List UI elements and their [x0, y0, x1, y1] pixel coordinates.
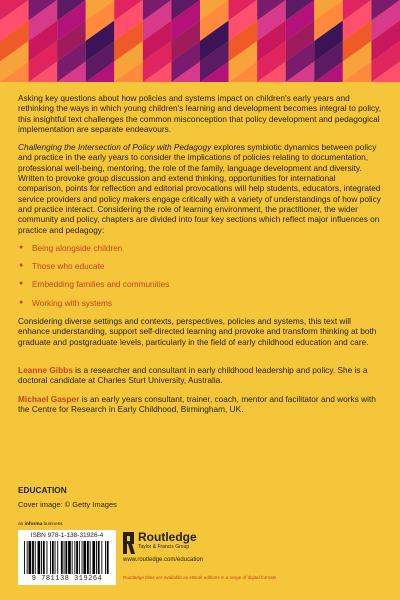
barcode-bar — [72, 541, 73, 574]
barcode-bar — [76, 541, 78, 574]
barcode — [18, 530, 116, 585]
publisher-name: Routledge — [138, 530, 197, 544]
author-bio — [18, 365, 382, 386]
barcode-bar — [57, 541, 58, 574]
cover-credit: Cover image: © Getty Images — [18, 500, 117, 509]
section-item: ● Those who educate — [32, 261, 382, 271]
publisher-url[interactable]: www.routledge.com/education — [123, 557, 204, 563]
barcode-digits: 9 781138 319264 — [31, 575, 103, 583]
section-list — [18, 243, 382, 308]
barcode-bar — [83, 541, 86, 574]
informa-brand: informa — [24, 522, 43, 527]
subject-category: EDUCATION — [18, 485, 67, 495]
barcode-bar — [107, 541, 109, 574]
barcode-bar — [87, 541, 89, 574]
barcode-bar — [74, 541, 75, 574]
barcode-bar — [79, 541, 80, 574]
barcode-bar — [68, 541, 71, 574]
barcode-bar — [41, 541, 42, 574]
closing-paragraph: Considering diverse settings and contexts, perspectives, policies and systems, this text will enhance understanding, support self-directed learning and provoke and transform thinking at both graduate and postgraduate levels, particularly in the field of early childhood education and care. — [18, 316, 377, 347]
barcode-bar — [92, 541, 95, 574]
barcode-bar — [105, 541, 106, 574]
cover-image-strip — [0, 0, 400, 82]
barcode-bar — [24, 541, 25, 574]
description-body: explores symbiotic dynamics between policy and practice in the early years to consider the implications of policies relating to documentation, professional well-being, mentoring, the role of the family, language development and diversity. Written to provoke group discussion and extend thinking, opportunities for international comparison, points for reflection and editorial provocations will help students, educators, integrated service providers and policy makers engage critically with a variety of understandings of how policy and practice interact. Considering the role of learning environment, the practitioner, the wider community and policy, chapters are divided into four key sections which reflect major influences on practice and pedagogy: — [18, 142, 381, 235]
book-title: Challenging the Intersection of Policy with Pedagogy — [18, 142, 212, 153]
barcode-bar — [98, 541, 100, 574]
author-description: is an early years consultant, trainer, coach, mentor and facilitator and works with the Centre for Research in Early Childhood, Birmingham, UK. — [18, 393, 376, 414]
barcode-bar — [43, 541, 45, 574]
barcode-bar — [101, 541, 102, 574]
routledge-logo-icon — [123, 532, 135, 554]
ebook-note: Routledge titles are available as eBook editions in a range of digital formats — [123, 575, 277, 580]
section-item: ● Working with systems — [32, 298, 382, 308]
barcode-bar — [52, 541, 54, 574]
description-paragraph — [18, 142, 382, 235]
informa-prefix: an — [18, 522, 25, 527]
barcode-bar — [64, 541, 65, 574]
publisher-group: Taylor & Francis Group — [138, 544, 190, 550]
informa-suffix: business — [42, 522, 63, 527]
author-name: Michael Gasper — [18, 393, 80, 404]
barcode-bar — [55, 541, 56, 574]
barcode-bar — [27, 541, 28, 574]
barcode-bar — [38, 541, 41, 574]
barcode-bar — [82, 541, 83, 574]
barcode-bar — [29, 541, 32, 574]
barcode-bar — [47, 541, 48, 574]
isbn-label: ISBN 978-1-138-31926-4 — [30, 532, 104, 539]
author-name: Leanne Gibbs — [18, 364, 73, 375]
informa-tagline — [18, 522, 63, 527]
barcode-bar — [32, 541, 34, 574]
author-bio — [18, 394, 382, 415]
author-bios — [18, 365, 382, 414]
barcode-bar — [65, 541, 67, 574]
barcode-bars — [24, 541, 110, 574]
section-item: ● Being alongside children — [32, 243, 382, 253]
section-item: ● Embedding families and communities — [32, 279, 382, 289]
barcode-bar — [90, 541, 91, 574]
barcode-bar — [61, 541, 63, 574]
geometric-pattern — [0, 0, 400, 82]
author-description: is a researcher and consultant in early childhood leadership and policy. She is a doctoral candidate at Charles Sturt University, Australia. — [18, 364, 368, 386]
barcode-bar — [96, 541, 97, 574]
barcode-bar — [35, 541, 36, 574]
barcode-bar — [50, 541, 51, 574]
intro-paragraph: Asking key questions about how policies and systems impact on children's early years and rethinking the ways in which young children's learning and development becomes integral to policy, this insightful text challenges the common misconception that policy development and pedagogical implementation are separate endeavours. — [18, 93, 382, 134]
back-cover-text — [18, 93, 382, 422]
